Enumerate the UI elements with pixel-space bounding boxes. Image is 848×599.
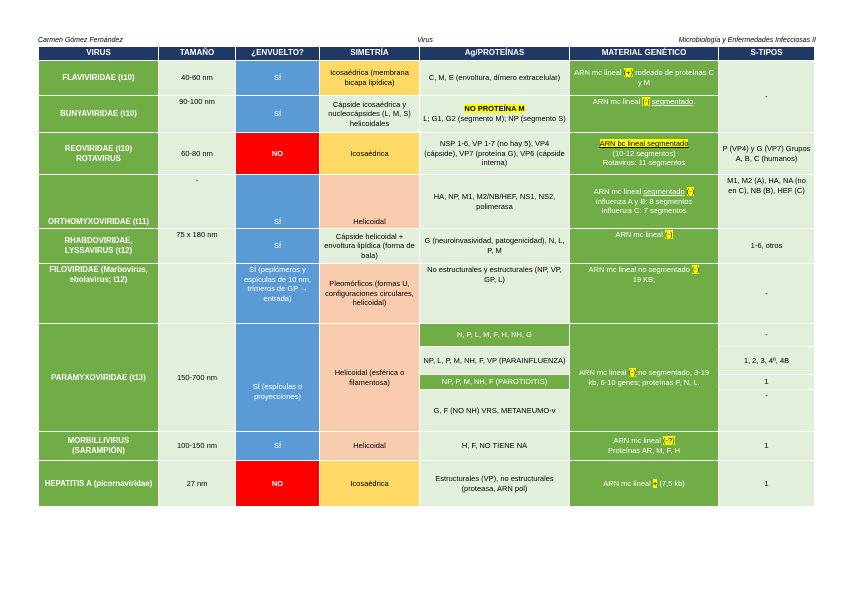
antigens-cell: G (neuroinvasividad, patogenicidad), N, L, P, M bbox=[420, 229, 570, 264]
subtypes-cell: 1, 2, 3, 4ª, 4B bbox=[719, 347, 815, 375]
highlight: (-) bbox=[628, 367, 637, 377]
virus-name: REOVIRIDAE (t10) ROTAVIRUS bbox=[39, 133, 159, 175]
antigens-cell: H, F, NO TIENE NA bbox=[420, 432, 570, 461]
genetic-text: rodeado de proteínas C y M bbox=[633, 68, 714, 87]
genetic-text: ARN mc lineal no segmentado bbox=[588, 265, 692, 274]
symmetry-cell: Icosaédrica bbox=[320, 461, 420, 507]
subtypes-cell: - bbox=[719, 61, 815, 133]
virus-name: BUNYAVIRIDAE (t10) bbox=[39, 96, 159, 133]
genetic-text: Rotavirus: 11 segmentos bbox=[602, 158, 686, 168]
symmetry-cell: Helicoidal bbox=[320, 175, 420, 229]
subtypes-cell: 1 bbox=[719, 432, 815, 461]
enveloped-cell: SÍ (espículas o proyecciones) bbox=[236, 324, 320, 432]
genetic-material-cell bbox=[570, 264, 719, 324]
highlight: (-) bbox=[686, 187, 695, 197]
table-row bbox=[39, 324, 815, 347]
genetic-text: ARN mc lineal bbox=[578, 367, 629, 377]
genetic-text: Proteínas AR, M, F, H bbox=[607, 446, 681, 455]
table-row bbox=[39, 133, 815, 175]
document-title: Virus bbox=[417, 37, 433, 44]
genetic-material-cell bbox=[570, 432, 719, 461]
genetic-text: ARN mc lineal bbox=[613, 436, 663, 446]
antigens-cell: G, F (NO NH) VRS, METANEUMO-v bbox=[420, 390, 570, 432]
table-row bbox=[39, 61, 815, 96]
enveloped-cell: NO bbox=[236, 133, 320, 175]
author-name: Carmen Gómez Fernández bbox=[38, 37, 123, 44]
genetic-text: ARN mc lineal bbox=[592, 97, 643, 106]
column-header-enveloped: ¿ENVUELTO? bbox=[236, 47, 320, 61]
symmetry-cell: Helicoidal (esférica o filamentosa) bbox=[320, 324, 420, 432]
column-header-antigens: Ag/PROTEÍNAS bbox=[420, 47, 570, 61]
column-header-size: TAMAÑO bbox=[159, 47, 236, 61]
symmetry-cell: Icosaédrica (membrana bicapa lipídica) bbox=[320, 61, 420, 96]
highlight: ARN bc lineal segmentado bbox=[599, 139, 689, 149]
course-name: Microbiología y Enfermedades Infecciosas II bbox=[678, 37, 816, 44]
enveloped-cell: NO bbox=[236, 461, 320, 507]
genetic-material-cell bbox=[570, 175, 719, 229]
genetic-text: ARN mc lineal bbox=[593, 187, 644, 197]
genetic-text: . bbox=[693, 97, 696, 106]
symmetry-cell: Icosaédrica bbox=[320, 133, 420, 175]
symmetry-cell: Cápside icosaédrica y nucleocápsides (L, M, S) helicoidales bbox=[320, 96, 420, 133]
table-row bbox=[39, 264, 815, 324]
genetic-material-cell bbox=[570, 61, 719, 96]
genetic-text: (7,5 kb) bbox=[657, 478, 685, 488]
symmetry-cell: Helicoidal bbox=[320, 432, 420, 461]
genetic-text: (10-12 segmentos) bbox=[612, 148, 676, 158]
highlight: (-) bbox=[642, 97, 650, 106]
table-row bbox=[39, 96, 815, 133]
antigens-cell: Estructurales (VP), no estructurales (proteasa, ARN pol) bbox=[420, 461, 570, 507]
highlight: + bbox=[652, 478, 658, 488]
enveloped-cell: SÍ bbox=[236, 96, 320, 133]
size-cell: 150-700 nm bbox=[159, 324, 236, 432]
genetic-text: segmentado bbox=[651, 97, 694, 106]
genetic-material-cell bbox=[570, 96, 719, 133]
highlight: (-?) bbox=[662, 436, 675, 446]
size-cell bbox=[159, 264, 236, 324]
subtypes-cell: P (VP4) y G (VP7) Grupos A, B, C (humanos) bbox=[719, 133, 815, 175]
size-cell: 100-150 nm bbox=[159, 432, 236, 461]
column-header-virus: VIRUS bbox=[39, 47, 159, 61]
virus-name: FILOVIRIDAE (Marbovirus, ebolavirus; t12) bbox=[39, 264, 159, 324]
virus-name: MORBILLIVIRUS (SARAMPIÓN) bbox=[39, 432, 159, 461]
enveloped-cell: SÍ bbox=[236, 175, 320, 229]
column-header-symmetry: SIMETRÍA bbox=[320, 47, 420, 61]
size-cell: 60-80 nm bbox=[159, 133, 236, 175]
enveloped-cell: SÍ bbox=[236, 229, 320, 264]
genetic-text: segmentado bbox=[643, 187, 685, 197]
highlight: (-) bbox=[691, 265, 700, 274]
genetic-text: no segmentado, 3-19 kb, 6-10 genes; proteínas P, N, L. bbox=[588, 367, 710, 387]
highlight: (-) bbox=[665, 230, 673, 239]
antigens-cell: NP, P, M, NH, F (PAROTIDITIS) bbox=[420, 375, 570, 390]
genetic-material-cell bbox=[570, 133, 719, 175]
antigens-cell: NSP 1-6, VP 1-7 (no hay 5), VP4 (cápside), VP7 (proteína G), VP6 (cápside interna) bbox=[420, 133, 570, 175]
size-cell: 75 x 180 nm bbox=[159, 229, 236, 264]
table-row bbox=[39, 432, 815, 461]
subtypes-cell: 1 bbox=[719, 375, 815, 390]
subtypes-cell: M1, M2 (A), HA, NA (no en C), NB (B), HEF (C) bbox=[719, 175, 815, 229]
genetic-text: Influenza A y B: 8 segmentos bbox=[595, 196, 693, 206]
enveloped-cell: SÍ bbox=[236, 432, 320, 461]
table-row bbox=[39, 175, 815, 229]
column-header-genetic-material: MATERIAL GENÉTICO bbox=[570, 47, 719, 61]
antigens-text: L; G1, G2 (segmento M); NP (segmento S) bbox=[423, 114, 566, 123]
antigens-cell: N, P, L, M, F, H, NH, G bbox=[420, 324, 570, 347]
size-cell: 40-60 nm bbox=[159, 61, 236, 96]
virus-name: ORTHOMYXOVIRIDAE (t11) bbox=[39, 175, 159, 229]
virus-name: PARAMYXOVIRIDAE (t13) bbox=[39, 324, 159, 432]
antigens-cell: NP, L, P, M, NH, F, VP (PARAINFLUENZA) bbox=[420, 347, 570, 375]
subtypes-cell: - bbox=[719, 390, 815, 432]
genetic-text: ARN mc lineal bbox=[603, 478, 653, 488]
size-cell: 27 nm bbox=[159, 461, 236, 507]
symmetry-cell: Pleomórficos (formas U, configuraciones circulares, helicoidal) bbox=[320, 264, 420, 324]
antigens-cell: C, M, E (envoltura, dímero extracelular) bbox=[420, 61, 570, 96]
table-header-row bbox=[39, 47, 815, 61]
virus-table bbox=[38, 46, 815, 507]
virus-name: HEPATITIS A (picornaviridae) bbox=[39, 461, 159, 507]
subtypes-cell: - bbox=[719, 324, 815, 347]
antigens-cell: No estructurales y estructurales (NP, VP, GP, L) bbox=[420, 264, 570, 324]
symmetry-cell: Cápside helicoidal + envoltura lipídica (forma de bala) bbox=[320, 229, 420, 264]
genetic-text: ARN mc lineal bbox=[615, 230, 666, 239]
genetic-material-cell bbox=[570, 229, 719, 264]
antigens-cell: HA, NP, M1, M2/NB/HEF, NS1, NS2, polimerasa bbox=[420, 175, 570, 229]
genetic-text: ARN mc lineal bbox=[574, 68, 624, 78]
size-cell: 90-100 nm bbox=[159, 96, 236, 133]
size-cell: - bbox=[159, 175, 236, 229]
table-row bbox=[39, 461, 815, 507]
subtypes-cell: 1 bbox=[719, 461, 815, 507]
column-header-subtypes: S-TIPOS bbox=[719, 47, 815, 61]
genetic-material-cell bbox=[570, 461, 719, 507]
enveloped-cell: SÍ bbox=[236, 61, 320, 96]
table-row bbox=[39, 229, 815, 264]
genetic-text: Influenza C: 7 segmentos bbox=[601, 206, 687, 216]
virus-name: FLAVIVIRIDAE (t10) bbox=[39, 61, 159, 96]
highlight: (+) bbox=[623, 68, 634, 78]
antigens-cell bbox=[420, 96, 570, 133]
subtypes-cell: 1-6, otros bbox=[719, 229, 815, 264]
highlight: NO PROTEÍNA M bbox=[464, 104, 525, 114]
genetic-text: 19 KB; bbox=[632, 274, 656, 284]
subtypes-cell: - bbox=[719, 264, 815, 324]
enveloped-cell: SÍ (peplómeros y espículas de 10 nm, trímeros de GP → entrada) bbox=[236, 264, 320, 324]
virus-name: RHABDOVIRIDAE, LYSSAVIRUS (t12) bbox=[39, 229, 159, 264]
genetic-material-cell bbox=[570, 324, 719, 432]
